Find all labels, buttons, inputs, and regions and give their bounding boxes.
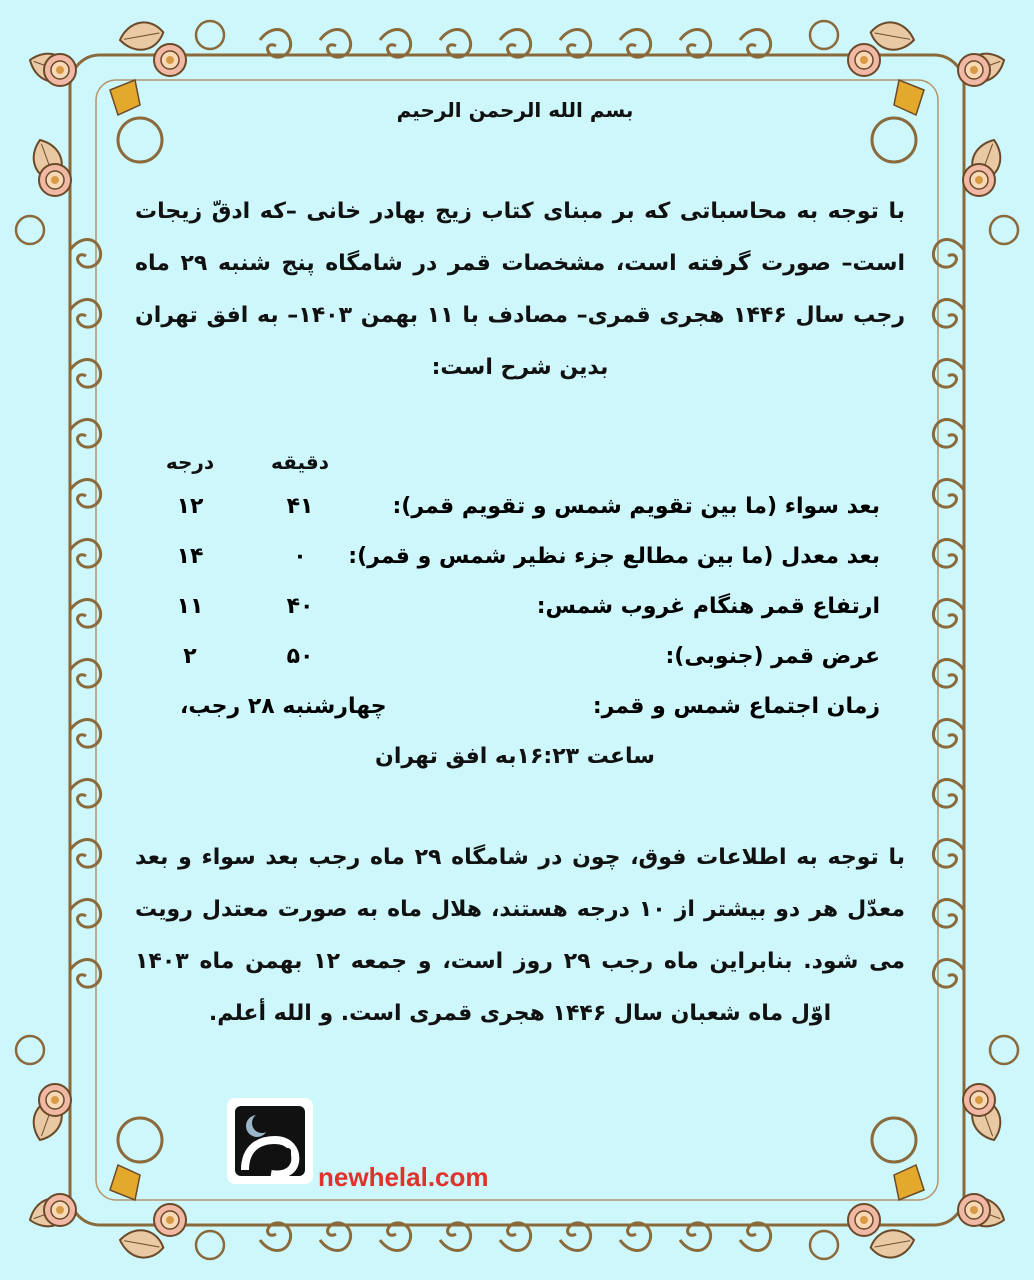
intro-paragraph: با توجه به محاسباتی که بر مبنای کتاب زیج بهادر خانی –که ادقّ زیجات است– صورت گرفته است، مشخصات قمر در شامگاه پنج شنبه ۲۹ ماه رجب سال ۱۴۴۶ هجری قمری– مصادف با ۱۱ بهمن ۱۴۰۳– به افق تهران بدین شرح است: — [135, 199, 905, 380]
table-row — [140, 644, 880, 684]
row-label: بعد سواء (ما بین تقویم شمس و تقویم قمر): — [392, 494, 880, 519]
row-degree: ۱۲ — [176, 494, 204, 519]
row-label: ارتفاع قمر هنگام غروب شمس: — [536, 594, 880, 619]
table-row — [140, 594, 880, 634]
row-label: بعد معدل (ما بین مطالع جزء نظیر شمس و قمر): — [348, 544, 880, 569]
minute-column-header: دقیقه — [270, 450, 330, 474]
degree-column-header: درجه — [165, 450, 215, 474]
crescent-logo-icon — [227, 1098, 313, 1184]
newhelal-logo — [227, 1098, 313, 1184]
row-minute: ۴۱ — [286, 494, 314, 519]
row-minute: ۵۰ — [286, 644, 314, 669]
site-url[interactable]: newhelal.com — [318, 1162, 489, 1192]
conjunction-label: زمان اجتماع شمس و قمر: — [592, 694, 880, 719]
row-minute: ۴۰ — [286, 594, 314, 619]
conjunction-date: چهارشنبه ۲۸ رجب، — [180, 694, 387, 719]
table-row — [140, 494, 880, 534]
conclusion-paragraph: با توجه به اطلاعات فوق، چون در شامگاه ۲۹ ماه رجب بعد سواء و بعد معدّل هر دو بیشتر از ۱۰ درجه هستند، هلال ماه به صورت معتدل رویت می شود. بنابراین ماه رجب ۲۹ روز است، و جمعه ۱۲ بهمن ماه ۱۴۰۳ اوّل ماه شعبان سال ۱۴۴۶ هجری قمری است. و الله أعلم. — [135, 845, 905, 1026]
row-minute: ۰ — [293, 544, 307, 569]
conjunction-row — [140, 694, 880, 734]
conjunction-time: ساعت ۱۶:۲۳به افق تهران — [375, 744, 655, 769]
row-degree: ۱۴ — [176, 544, 204, 569]
row-degree: ۲ — [183, 644, 197, 669]
table-row — [140, 544, 880, 584]
basmala-heading: بسم الله الرحمن الرحیم — [396, 98, 634, 122]
row-label: عرض قمر (جنوبی): — [665, 644, 880, 669]
row-degree: ۱۱ — [176, 594, 204, 619]
